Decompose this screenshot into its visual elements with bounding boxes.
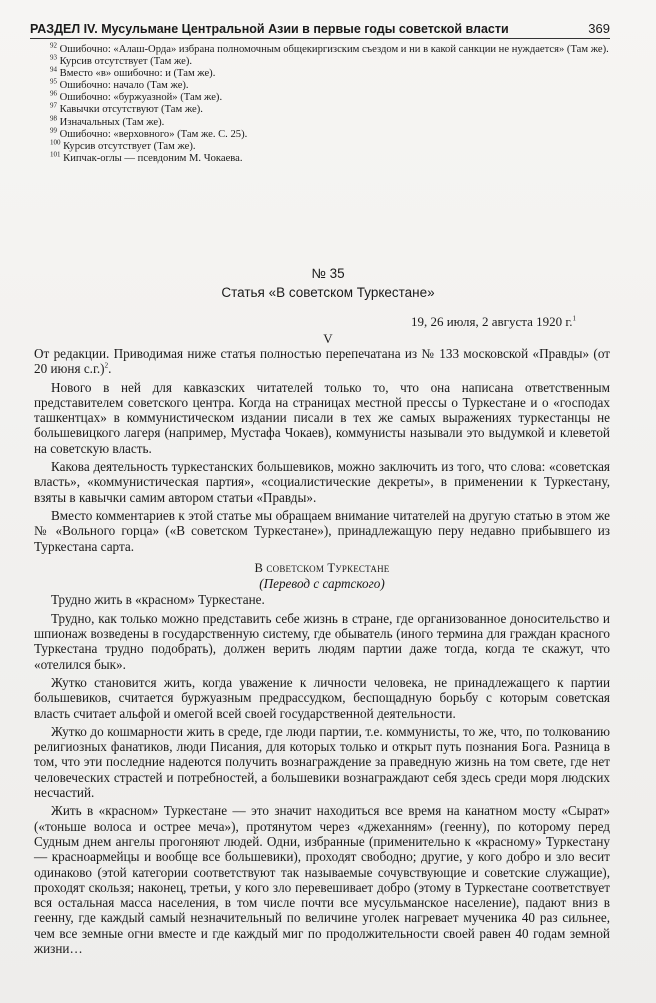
part-number: V xyxy=(323,331,333,346)
document-title: Статья «В советском Туркестане» xyxy=(221,285,435,300)
document-number: № 35 xyxy=(311,266,345,281)
footnote: $^{99}$ Ошибочно: «верховного» (Там же. С. 25). xyxy=(50,126,248,140)
editor-note: От редакции. Приводимая ниже статья полностью перепечатана из № 133 московской «Правды» (от 20 июня с.г.)$^2$. xyxy=(34,346,610,377)
paragraph: Трудно, как только можно представить себе жизнь в стране, где организованное доносительство и шпионаж возведены в государственную систему, где обыватель (иного термина для граждан красного Туркестана трудно подобрать), должен верить людям партии даже тогда, когда те скажут, что «отелился бык». xyxy=(34,610,610,672)
paragraph: Жутко до кошмарности жить в среде, где люди партии, т.е. коммунисты, то же, что, по толкованию религиозных фанатиков, люди Писания, для которых только и открыт путь познания Бога. Разница в том, что эти последние надеются получить вознаграждение за праведную жизнь на том свете, где нет человеческих страстей и потребностей, а большевики вознаграждают себя здесь среди моря людских несчастий. xyxy=(34,723,610,801)
footnote: $^{100}$ Курсив отсутствует (Там же). xyxy=(50,138,196,152)
paragraph: Жить в «красном» Туркестане — это значит находиться все время на канатном мосту «Сырат» («тоньше волоса и острее меча»), протянутом через «джеханням» (геенну), по которому перед Судным днем ангелы прогоняют людей. Одни, избранные (применительно к «красному» Туркестану — красноармейцы и вообще все большевики), проходят свободно; другие, у кого добро и зло весит одинаково (этой категории соответствуют так называемые сочувствующие и советские служащие), проходят скользя; наконец, третьи, у кого зло перевешивает добро (этому в Туркестане соответствует вся остальная масса населения, в том числе почти все мусульманское население), падают вниз в геенну, где каждый самый незначительный по величине уголек нагревает мученика 40 раз сильнее, чем все земные огни вместе и где каждый миг по продолжительности своей равен 40 годам земной жизни… xyxy=(34,803,610,956)
footnote: $^{98}$ Изначальных (Там же). xyxy=(50,114,165,128)
footnote: $^{95}$ Ошибочно: начало (Там же). xyxy=(50,77,189,92)
dateline: 19, 26 июля, 2 августа 1920 г.$^1$ xyxy=(410,314,576,329)
paragraph: Нового в ней для кавказских читателей только то, что она написана ответственным представителем советского центра. Когда на страницах местной прессы о Туркестане и о «господах ташкентцах» в коммунистическом издании писали в тех же самых выражениях туркестанцы не большевицкого лагеря (например, Мустафа Чокаев), коммунисты называли это выдумкой и клеветой на советскую власть. xyxy=(34,379,610,456)
footnote: $^{93}$ Курсив отсутствует (Там же). xyxy=(50,53,193,68)
paragraph: Трудно жить в «красном» Туркестане. xyxy=(51,592,265,608)
article-body xyxy=(34,346,610,959)
footnotes xyxy=(34,41,610,165)
article-subheading: В советском Туркестане xyxy=(254,560,390,575)
footnote: $^{92}$ Ошибочно: «Алаш-Орда» избрана полномочным общекиргизским съездом и ни в какой санкции не нуждается» (Там же). xyxy=(50,41,609,55)
paragraph: Вместо комментариев к этой статье мы обращаем внимание читателей на другую статью в этом же № «Вольного горца» («В советском Туркестане»), принадлежащую перу недавно прибывшего из Туркестана сарта. xyxy=(34,507,610,554)
footnote: $^{96}$ Ошибочно: «буржуазной» (Там же). xyxy=(50,89,223,104)
page-number: 369 xyxy=(588,21,610,36)
paragraph: Жутко становится жить, когда уважение к личности человека, не принадлежащего к партии большевиков, считается буржуазным предрассудком, беспощадную борьбу с которым советская власть считает альфой и омегой всей своей государственной деятельности. xyxy=(34,674,610,721)
paragraph: Какова деятельность туркестанских большевиков, можно заключить из того, что слова: «советская власть», «коммунистическая партия», «социалистические декреты», в применении к Туркестану, взяты в кавычки самим автором статьи «Правды». xyxy=(34,459,610,505)
section-title: РАЗДЕЛ IV. Мусульмане Центральной Азии в первые годы советской власти xyxy=(30,22,509,36)
translation-note: (Перевод с сартского) xyxy=(259,576,385,592)
footnote: $^{94}$ Вместо «в» ошибочно: и (Там же). xyxy=(50,65,216,80)
footnote: $^{101}$ Кипчак-оглы — псевдоним М. Чокаева. xyxy=(50,150,243,164)
footnote: $^{97}$ Кавычки отсутствуют (Там же). xyxy=(50,101,203,116)
running-header xyxy=(30,14,610,39)
